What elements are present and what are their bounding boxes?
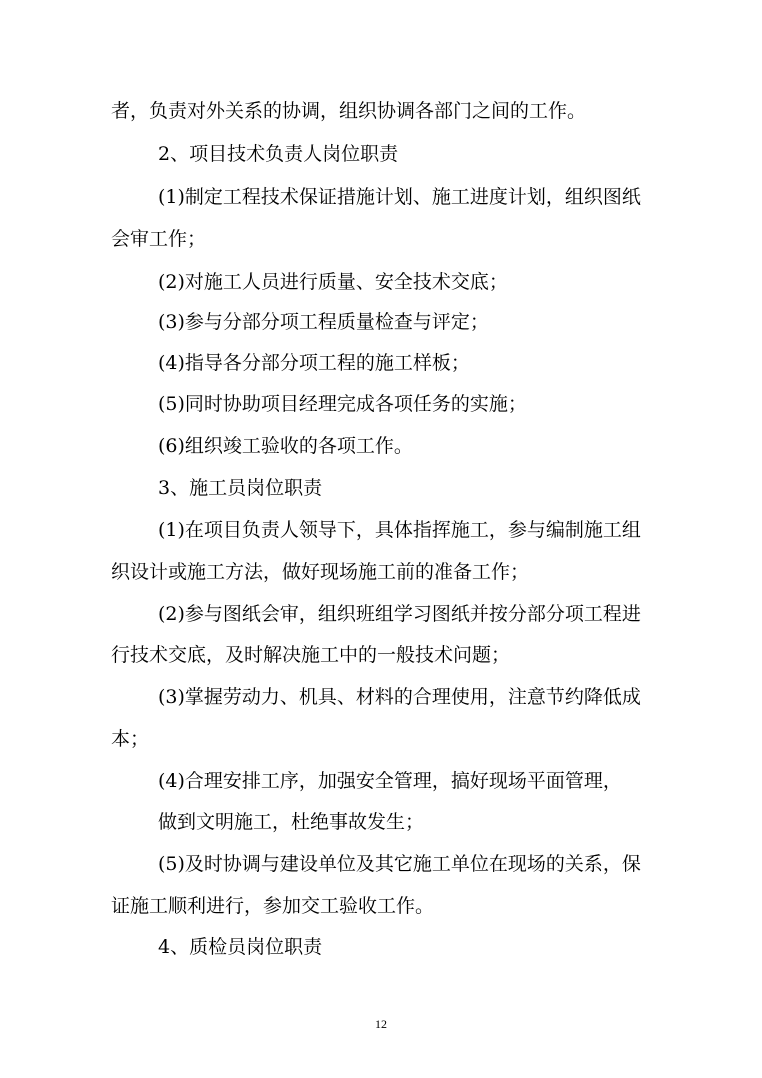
text-line: 会审工作； — [111, 228, 207, 250]
text-line: 者，负责对外关系的协调，组织协调各部门之间的工作。 — [111, 100, 587, 122]
text-line: 行技术交底，及时解决施工中的一般技术问题； — [111, 644, 511, 666]
section-heading: 4、质检员岗位职责 — [158, 936, 323, 958]
text-line: (3)参与分部分项工程质量检查与评定； — [158, 311, 489, 333]
text-line: (5)及时协调与建设单位及其它施工单位在现场的关系，保 — [158, 853, 641, 875]
text-line: (1)在项目负责人领导下，具体指挥施工，参与编制施工组 — [158, 519, 641, 541]
text-line: (4)合理安排工序，加强安全管理，搞好现场平面管理， — [158, 770, 622, 792]
text-line: 本； — [111, 728, 150, 750]
section-heading: 3、施工员岗位职责 — [158, 477, 323, 499]
text-line: (6)组织竣工验收的各项工作。 — [158, 435, 413, 457]
text-line: (2)对施工人员进行质量、安全技术交底； — [158, 271, 508, 293]
text-line: 做到文明施工，杜绝事故发生； — [158, 811, 425, 833]
text-line: (1)制定工程技术保证措施计划、施工进度计划，组织图纸 — [158, 186, 641, 208]
text-line: (5)同时协助项目经理完成各项任务的实施； — [158, 393, 527, 415]
text-line: (4)指导各分部分项工程的施工样板； — [158, 352, 470, 374]
text-line: 证施工顺利进行，参加交工验收工作。 — [111, 895, 435, 917]
text-line: 织设计或施工方法，做好现场施工前的准备工作； — [111, 561, 530, 583]
section-heading: 2、项目技术负责人岗位职责 — [158, 143, 399, 165]
text-line: (2)参与图纸会审，组织班组学习图纸并按分部分项工程进 — [158, 603, 641, 625]
text-line: (3)掌握劳动力、机具、材料的合理使用，注意节约降低成 — [158, 686, 641, 708]
page-number: 12 — [375, 1017, 387, 1031]
